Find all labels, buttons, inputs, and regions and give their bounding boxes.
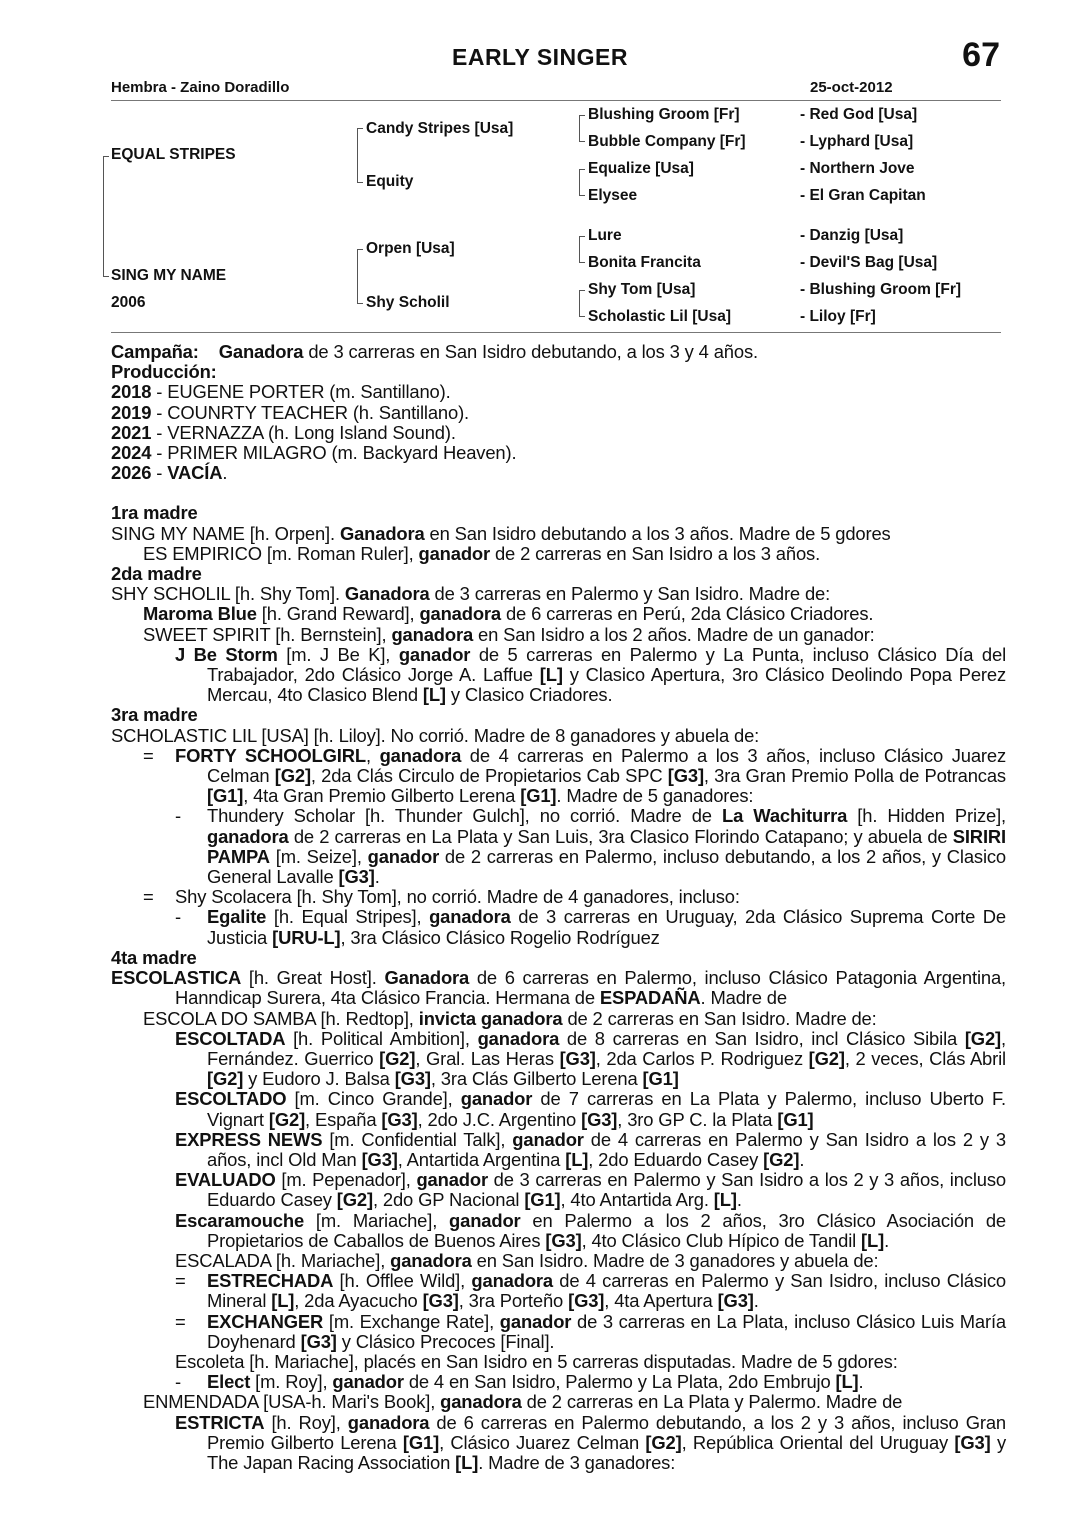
pedigree-rule bbox=[111, 332, 1001, 333]
pedigree-bracket bbox=[579, 262, 585, 263]
pedigree-g4: - El Gran Capitan bbox=[800, 187, 926, 204]
horse-name: EARLY SINGER bbox=[452, 44, 628, 70]
offspring-line: EVALUADO [m. Pepenador], ganador de 3 carreras en Palermo y San Isidro a los 2 y 3 años, incluso Eduardo Casey [G2], 2do GP Nacional [G1], 4to Antartida Arg. [L]. bbox=[175, 1169, 1006, 1211]
pedigree-g4: - Devil'S Bag [Usa] bbox=[800, 254, 938, 271]
pedigree-g2: Shy Scholil bbox=[366, 294, 450, 311]
pedigree-bracket bbox=[103, 156, 109, 277]
offspring-line: ESCALADA [h. Mariache], ganadora en San Isidro. Madre de 3 ganadores y abuela de: bbox=[175, 1249, 879, 1271]
pedigree-g2: Orpen [Usa] bbox=[366, 240, 455, 257]
dam-line: ESCOLASTICA [h. Great Host]. Ganadora de 6 carreras en Palermo, incluso Clásico Patagonia Argentina, Hanndicap Surera, 4ta Clásico Francia. Hermana de ESPADAÑA. Madre de bbox=[111, 967, 1006, 1009]
pedigree-bracket bbox=[579, 316, 585, 317]
pedigree-g4: - Liloy [Fr] bbox=[800, 308, 876, 325]
production-item: 2026 - VACÍA. bbox=[111, 462, 228, 484]
page-number: 67 bbox=[962, 36, 1000, 74]
pedigree-bracket bbox=[579, 169, 585, 196]
offspring-line: ES EMPIRICO [m. Roman Ruler], ganador de 2 carreras en San Isidro a los 3 años. bbox=[143, 542, 821, 564]
offspring-line: ESCOLTADA [h. Political Ambition], ganadora de 8 carreras en San Isidro, incl Clásico Sibila [G2], Fernández. Guerrico [G2], Gral. Las Heras [G3], 2da Carlos P. Rodriguez [G2], 2 veces, Clás Abril [G2] y Eudoro J. Balsa [G3], 3ra Clás Gilberto Lerena [G1] bbox=[175, 1027, 1006, 1090]
offspring-line: - Elect [m. Roy], ganador de 4 en San Isidro, Palermo y La Plata, 2do Embrujo [L]. bbox=[175, 1371, 864, 1393]
pedigree-bracket bbox=[579, 236, 585, 263]
offspring-line: ESTRICTA [h. Roy], ganadora de 6 carreras en Palermo debutando, a los 2 y 3 años, incluso Gran Premio Gilberto Lerena [G1], Clásico Juarez Celman [G2], República Oriental del Uruguay [G3] y The Japan Racing Association [L]. Madre de 3 ganadores: bbox=[175, 1411, 1006, 1473]
pedigree-bracket bbox=[579, 141, 585, 142]
dam-line: SING MY NAME [h. Orpen]. Ganadora en San Isidro debutando a los 3 años. Madre de 5 gdores bbox=[111, 522, 891, 544]
offspring-line: - Thundery Scholar [h. Thunder Gulch], no corrió. Madre de La Wachiturra [h. Hidden Prize], ganadora de 2 carreras en La Plata y San Luis, 3ra Clasico Florindo Catapano; y abuela de SIRIRI PAMPA [m. Seize], ganador de 2 carreras en Palermo, incluso debutando, a los 2 años, y Clasico General Lavalle [G3]. bbox=[175, 805, 1007, 888]
section-heading: 3ra madre bbox=[111, 704, 198, 726]
offspring-line: J Be Storm [m. J Be K], ganador de 5 carreras en Palermo y La Punta, incluso Clásico Día del Trabajador, 2do Clásico Jorge A. Laffue [L] y Clasico Apertura, 3ro Clásico Deolindo Popa Perez Mercau, 4to Clasico Blend [L] y Clasico Criadores. bbox=[175, 643, 1006, 706]
pedigree-g2: Equity bbox=[366, 173, 414, 190]
pedigree-g3: Elysee bbox=[588, 187, 638, 204]
production-heading: Producción: bbox=[111, 361, 217, 383]
section-heading: 1ra madre bbox=[111, 502, 198, 524]
catalog-text bbox=[111, 342, 1006, 1473]
dam-line: SHY SCHOLIL [h. Shy Tom]. Ganadora de 3 carreras en Palermo y San Isidro. Madre de: bbox=[111, 583, 831, 605]
section-heading: 2da madre bbox=[111, 563, 202, 585]
pedigree-g3: Lure bbox=[588, 227, 622, 244]
pedigree-bracket bbox=[579, 195, 585, 196]
dam-line: SCHOLASTIC LIL [USA] [h. Liloy]. No corrió. Madre de 8 ganadores y abuela de: bbox=[111, 724, 760, 746]
production-item: 2018 - EUGENE PORTER (m. Santillano). bbox=[111, 381, 451, 403]
production-item: 2024 - PRIMER MILAGRO (m. Backyard Heaven). bbox=[111, 442, 517, 464]
offspring-line: = ESTRECHADA [h. Offlee Wild], ganadora de 4 carreras en Palermo y San Isidro, incluso Clásico Mineral [L], 2da Ayacucho [G3], 3ra Porteño [G3], 4ta Apertura [G3]. bbox=[175, 1270, 1006, 1312]
pedigree-bracket bbox=[357, 128, 363, 183]
pedigree-g4: - Northern Jove bbox=[800, 160, 915, 177]
section-heading: 4ta madre bbox=[111, 946, 197, 968]
pedigree-bracket bbox=[103, 276, 109, 277]
pedigree-dam-year: 2006 bbox=[111, 294, 146, 311]
offspring-line: EXPRESS NEWS [m. Confidential Talk], ganador de 4 carreras en Palermo y San Isidro a los 2 y 3 años, incl Old Man [G3], Antartida Argentina [L], 2do Eduardo Casey [G2]. bbox=[175, 1128, 1006, 1170]
production-item: 2019 - COUNRTY TEACHER (h. Santillano). bbox=[111, 401, 470, 423]
offspring-line: - Egalite [h. Equal Stripes], ganadora de 3 carreras en Uruguay, 2da Clásico Suprema Corte De Justicia [URU-L], 3ra Clásico Clásico Rogelio Rodríguez bbox=[175, 906, 1006, 948]
pedigree-g4: - Blushing Groom [Fr] bbox=[800, 281, 962, 298]
offspring-line: ESCOLA DO SAMBA [h. Redtop], invicta ganadora de 2 carreras en San Isidro. Madre de: bbox=[143, 1007, 877, 1029]
offspring-line: ESCOLTADO [m. Cinco Grande], ganador de 7 carreras en La Plata y Palermo, incluso Uberto F. Vignart [G2], España [G3], 2do J.C. Argentino [G3], 3ro GP C. la Plata [G1] bbox=[175, 1088, 1006, 1130]
offspring-line: = EXCHANGER [m. Exchange Rate], ganador de 3 carreras en La Plata, incluso Clásico Luis María Doyhenard [G3] y Clásico Precoces [Final]. bbox=[175, 1310, 1006, 1352]
pedigree-g2: Candy Stripes [Usa] bbox=[366, 120, 514, 137]
birth-date: 25-oct-2012 bbox=[810, 79, 893, 96]
pedigree-g3: Equalize [Usa] bbox=[588, 160, 694, 177]
offspring-line: = Shy Scolacera [h. Shy Tom], no corrió. Madre de 4 ganadores, incluso: bbox=[143, 886, 740, 908]
offspring-line: = FORTY SCHOOLGIRL, ganadora de 4 carreras en Palermo a los 3 años, incluso Clásico Juarez Celman [G2], 2da Clás Circulo de Propietarios Cab SPC [G3], 3ra Gran Premio Polla de Potrancas [G1], 4ta Gran Premio Gilberto Lerena [G1]. Madre de 5 ganadores: bbox=[143, 744, 1006, 807]
pedigree-g4: - Danzig [Usa] bbox=[800, 227, 904, 244]
pedigree-sire: EQUAL STRIPES bbox=[111, 146, 236, 163]
pedigree-bracket bbox=[579, 290, 585, 317]
offspring-line: SWEET SPIRIT [h. Bernstein], ganadora en San Isidro a los 2 años. Madre de un ganador: bbox=[143, 623, 875, 645]
pedigree-bracket bbox=[357, 182, 363, 183]
pedigree-bracket bbox=[579, 115, 585, 142]
pedigree-g3: Bubble Company [Fr] bbox=[588, 133, 746, 150]
pedigree-g4: - Red God [Usa] bbox=[800, 106, 918, 123]
pedigree-g3: Scholastic Lil [Usa] bbox=[588, 308, 731, 325]
offspring-line: Escoleta [h. Mariache], placés en San Isidro en 5 carreras disputadas. Madre de 5 gdores: bbox=[175, 1350, 898, 1372]
header-rule bbox=[111, 100, 1001, 101]
offspring-line: Escaramouche [m. Mariache], ganador en Palermo a los 2 años, 3ro Clásico Asociación de Propietarios de Caballos de Buenos Aires [G3], 4to Clásico Club Hípico de Tandil [L]. bbox=[175, 1209, 1006, 1251]
pedigree-dam: SING MY NAME bbox=[111, 267, 227, 284]
campaign: Campaña: Ganadora de 3 carreras en San Isidro debutando, a los 3 y 4 años. bbox=[111, 341, 758, 362]
offspring-line: ENMENDADA [USA-h. Mari's Book], ganadora de 2 carreras en La Plata y Palermo. Madre de bbox=[143, 1391, 903, 1413]
pedigree-bracket bbox=[357, 249, 363, 304]
pedigree-g3: Shy Tom [Usa] bbox=[588, 281, 696, 298]
sex-coat: Hembra - Zaino Doradillo bbox=[111, 79, 290, 96]
offspring-line: Maroma Blue [h. Grand Reward], ganadora de 6 carreras en Perú, 2da Clásico Criadores. bbox=[143, 603, 874, 625]
pedigree-bracket bbox=[357, 303, 363, 304]
pedigree-g4: - Lyphard [Usa] bbox=[800, 133, 914, 150]
pedigree-g3: Blushing Groom [Fr] bbox=[588, 106, 740, 123]
pedigree-g3: Bonita Francita bbox=[588, 254, 701, 271]
production-item: 2021 - VERNAZZA (h. Long Island Sound). bbox=[111, 421, 456, 443]
